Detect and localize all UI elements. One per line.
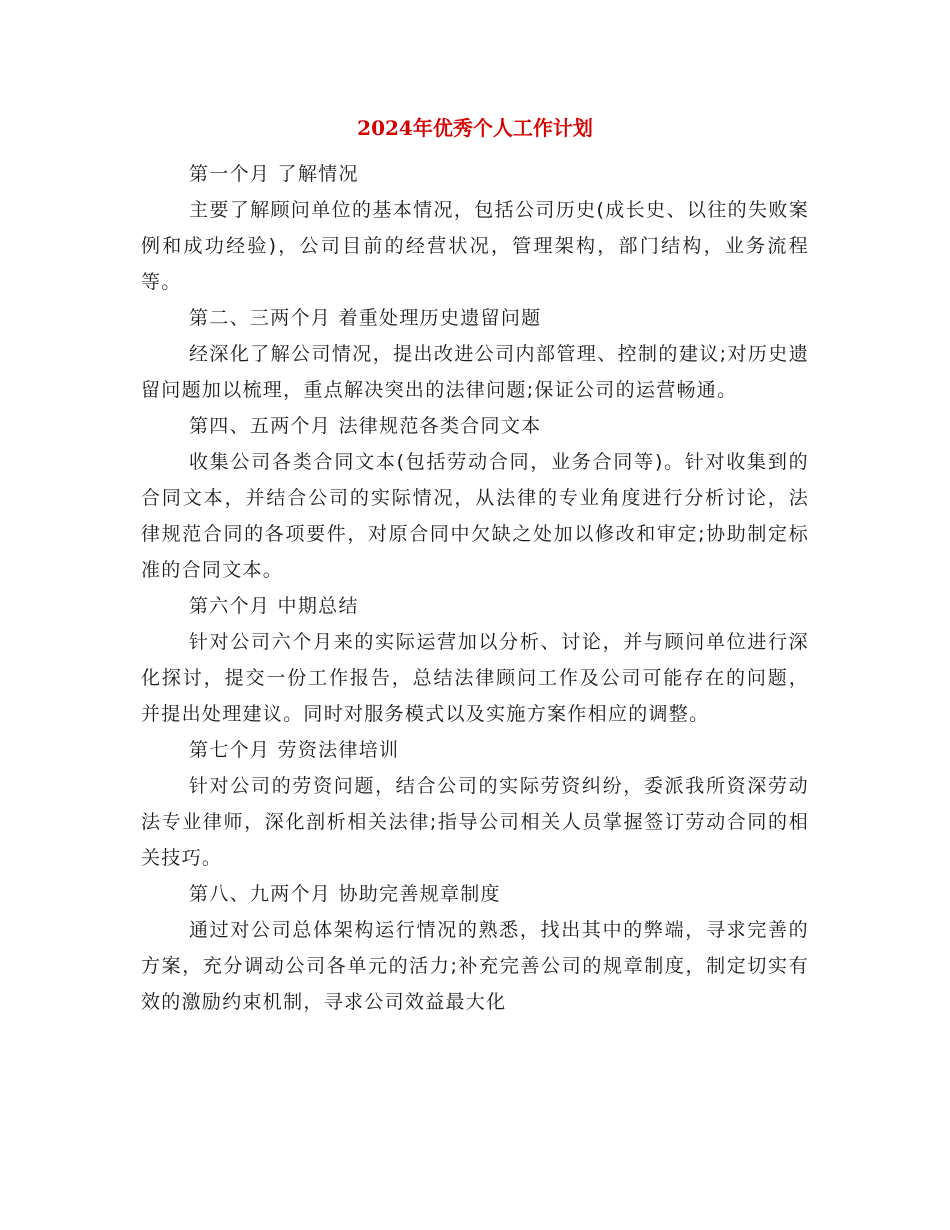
section-body-month-1: 主要了解顾问单位的基本情况，包括公司历史(成长史、以往的失败案例和成功经验)，公司目前的经营状况，管理架构，部门结构，业务流程等。 <box>141 199 809 293</box>
document-title: 2024年优秀个人工作计划 <box>357 116 593 140</box>
section-body-month-8-9: 通过对公司总体架构运行情况的熟悉，找出其中的弊端，寻求完善的方案，充分调动公司各单元的活力;补充完善公司的规章制度，制定切实有效的激励约束机制，寻求公司效益最大化 <box>141 919 809 1013</box>
section-heading-month-7: 第七个月 劳资法律培训 <box>189 739 400 761</box>
document-body <box>141 156 809 1020</box>
section-body-month-4-5: 收集公司各类合同文本(包括劳动合同，业务合同等)。针对收集到的合同文本，并结合公司的实际情况，从法律的专业角度进行分析讨论，法律规范合同的各项要件，对原合同中欠缺之处加以修改和审定;协助制定标准的合同文本。 <box>141 451 809 581</box>
section-heading-month-2-3: 第二、三两个月 着重处理历史遗留问题 <box>189 307 542 329</box>
section-body-month-2-3: 经深化了解公司情况，提出改进公司内部管理、控制的建议;对历史遗留问题加以梳理，重点解决突出的法律问题;保证公司的运营畅通。 <box>141 343 809 401</box>
section-heading-month-8-9: 第八、九两个月 协助完善规章制度 <box>189 883 501 905</box>
section-heading-month-1: 第一个月 了解情况 <box>189 163 359 185</box>
section-heading-month-6: 第六个月 中期总结 <box>189 595 359 617</box>
section-body-month-7: 针对公司的劳资问题，结合公司的实际劳资纠纷，委派我所资深劳动法专业律师，深化剖析相关法律;指导公司相关人员掌握签订劳动合同的相关技巧。 <box>141 775 809 869</box>
section-body-month-6: 针对公司六个月来的实际运营加以分析、讨论，并与顾问单位进行深化探讨，提交一份工作报告，总结法律顾问工作及公司可能存在的问题，并提出处理建议。同时对服务模式以及实施方案作相应的调整。 <box>141 631 809 725</box>
section-heading-month-4-5: 第四、五两个月 法律规范各类合同文本 <box>189 415 542 437</box>
